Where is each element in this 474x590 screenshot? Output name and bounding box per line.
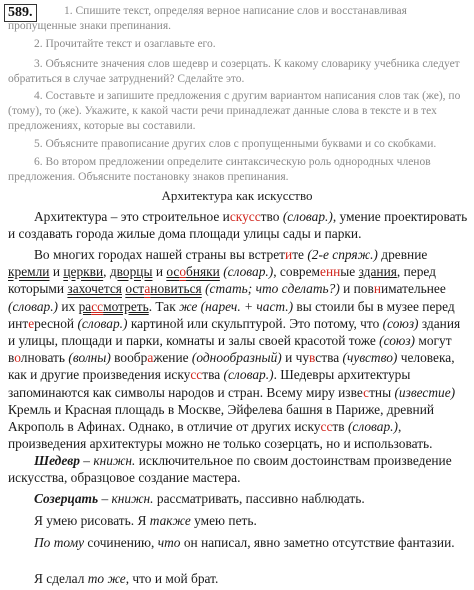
example-to-zhe: Я сделал то же, что и мой брат. <box>34 571 219 586</box>
task-3: 3. Объясните значения слов шедевр и созерцать. К какому словарику учебника следует обратиться в случае затруднений? Сделайте это. <box>8 58 460 85</box>
paragraph-1: Архитектура – это строительное искусство (словар.), умение проектировать и создавать города жилые дома площади улицы сады и парки. <box>8 209 468 242</box>
task-1: 1. Спишите текст, определяя верное написание слов и восстанавливая пропущенные знаки препинания. <box>8 5 407 32</box>
task-5: 5. Объясните правописание других слов с пропущенными буквами и со скобками. <box>34 138 437 150</box>
task-2: 2. Прочитайте текст и озаглавьте его. <box>34 38 216 50</box>
paragraph-2: Во многих городах нашей страны вы встретите (2-е спряж.) древние кремли и церкви, дворцы и особняки (словар.), современные здания, перед которыми захочется остановиться (стать; что сделать?) и повнимательнее (словар.) их рассмотреть. Так же (нареч. + част.) вы стоили бы в музее перед интересной (словар.) картиной или скульптурой. Это потому, что (союз) здания и улицы, площади и парки, комнаты и залы своей красотой тоже (союз) могут волновать (волны) воображение (однообразный) и чувства (чувство) человека, как и другие произведения искусства (словар.). Шедевры архитектуры запоминаются как символы народов и стран. Всему миру известны (известие) Кремль и Красная площадь в Москве, Эйфелева башня в Париже, древний Акрополь в Афинах. Однако, в отличие от других искусств (словар.), произведения архитектуры можно не только созерцать, но и использовать. <box>8 247 461 452</box>
definition-shedevr: Шедевр – книжн. исключительное по своим достоинствам произведение искусства, образцовое создание мастера. <box>8 453 452 486</box>
task-4: 4. Составьте и запишите предложения с другим вариантом написания слов так (же), по (тому), то (же). Укажите, к какой части речи принадлежат данные слова в тексте и в тех предложениях, которые вы составили. <box>8 90 461 132</box>
definition-sozertsat: Созерцать – книжн. рассматривать, пассивно наблюдать. <box>34 491 365 506</box>
example-takzhe: Я умею рисовать. Я также умею петь. <box>34 513 257 528</box>
example-po-tomu: По тому сочинению, что он написал, явно заметно отсутствие фантазии. <box>34 535 455 550</box>
exercise-number: 589. <box>4 4 37 22</box>
text-title: Архитектура как искусство <box>161 188 313 203</box>
task-6: 6. Во втором предложении определите синтаксическую роль однородных членов предложения. Объясните постановку знаков препинания. <box>8 156 431 183</box>
